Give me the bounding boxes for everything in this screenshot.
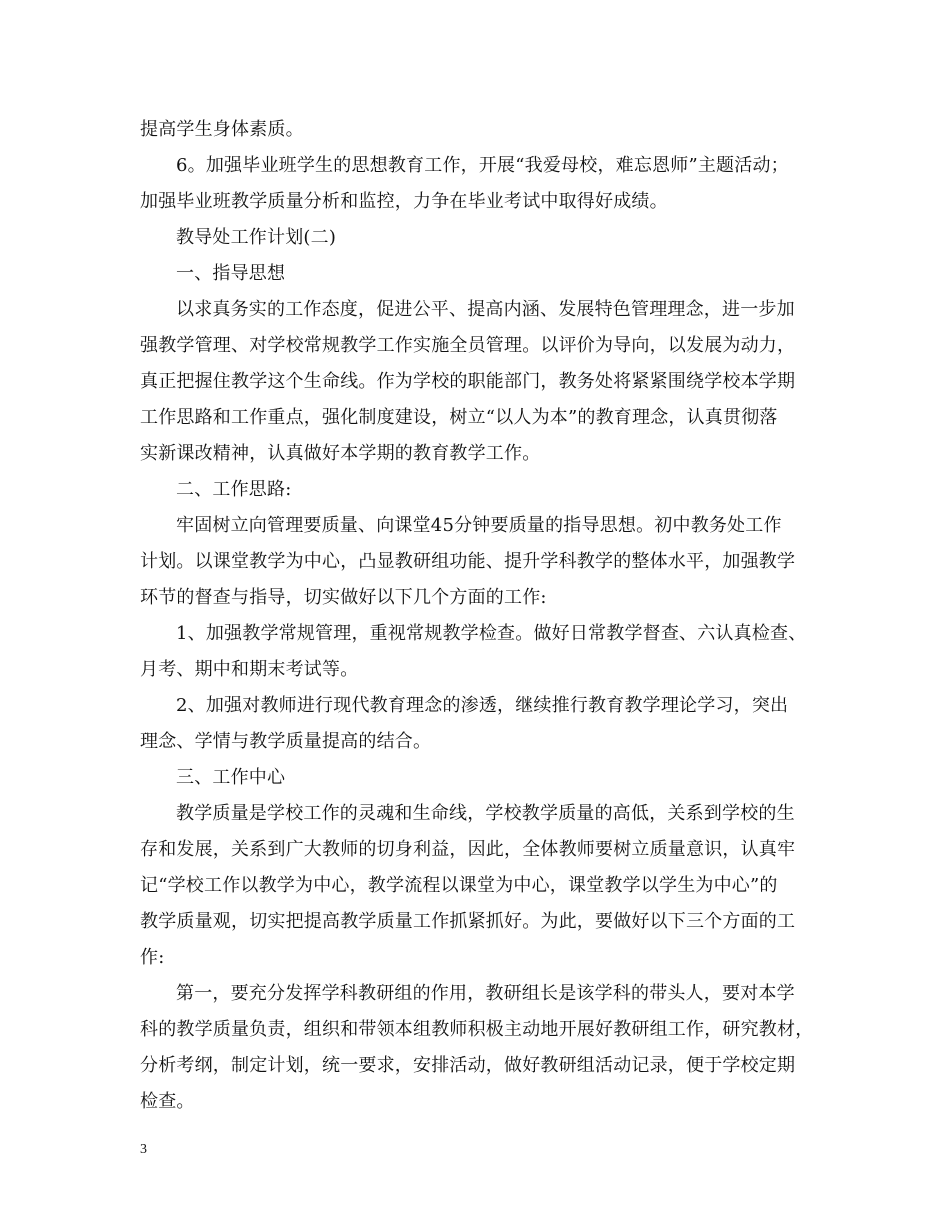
text-line: 理念、学情与教学质量提高的结合。 — [140, 731, 432, 752]
text-line: 月考、期中和期末考试等。 — [140, 659, 359, 680]
text-line: 检查。 — [140, 1091, 195, 1112]
text-line: 科的教学质量负责，组织和带领本组教师积极主动地开展好教研组工作，研究教材， — [140, 1019, 814, 1040]
text-line: 存和发展，关系到广大教师的切身利益，因此，全体教师要树立质量意识，认真牢 — [140, 839, 796, 860]
text-line: 1、加强教学常规管理，重视常规教学检查。做好日常教学督查、六认真检查、 — [176, 623, 807, 644]
text-line: 二、工作思路: — [176, 479, 292, 500]
text-line: 加强毕业班教学质量分析和监控，力争在毕业考试中取得好成绩。 — [140, 191, 668, 212]
text-line: 以求真务实的工作态度，促进公平、提高内涵、发展特色管理理念，进一步加 — [176, 299, 795, 320]
text-line: 2、加强对教师进行现代教育理念的渗透，继续推行教育教学理论学习，突出 — [176, 695, 789, 716]
page-number: 3 — [140, 1142, 147, 1157]
text-line: 计划。以课堂教学为中心，凸显教研组功能、提升学科教学的整体水平，加强教学 — [140, 551, 796, 572]
text-line: 提高学生身体素质。 — [140, 119, 304, 140]
text-line: 分析考纲，制定计划，统一要求，安排活动，做好教研组活动记录，便于学校定期 — [140, 1055, 796, 1076]
text-line: 环节的督查与指导，切实做好以下几个方面的工作: — [140, 587, 547, 608]
text-line: 6。加强毕业班学生的思想教育工作，开展“我爱母校，难忘恩师”主题活动； — [176, 155, 789, 176]
text-line: 教学质量观，切实把提高教学质量工作抓紧抓好。为此，要做好以下三个方面的工 — [140, 911, 796, 932]
text-line: 真正把握住教学这个生命线。作为学校的职能部门，教务处将紧紧围绕学校本学期 — [140, 371, 796, 392]
text-line: 强教学管理、对学校常规教学工作实施全员管理。以评价为导向，以发展为动力， — [140, 335, 796, 356]
text-line: 第一，要充分发挥学科教研组的作用，教研组长是该学科的带头人，要对本学 — [176, 983, 795, 1004]
text-line: 一、指导思想 — [176, 263, 286, 284]
text-line: 三、工作中心 — [176, 767, 286, 788]
text-line: 记“学校工作以教学为中心，教学流程以课堂为中心，课堂教学以学生为中心”的 — [140, 875, 778, 896]
text-line: 实新课改精神，认真做好本学期的教育教学工作。 — [140, 443, 541, 464]
text-line: 教导处工作计划(二) — [176, 227, 337, 248]
document-body — [140, 112, 820, 1120]
text-line: 工作思路和工作重点，强化制度建设，树立“以人为本”的教育理念，认真贯彻落 — [140, 407, 778, 428]
text-line: 教学质量是学校工作的灵魂和生命线，学校教学质量的高低，关系到学校的生 — [176, 803, 795, 824]
text-line: 牢固树立向管理要质量、向课堂45分钟要质量的指导思想。初中教务处工作 — [176, 515, 782, 536]
text-line: 作: — [140, 947, 165, 968]
